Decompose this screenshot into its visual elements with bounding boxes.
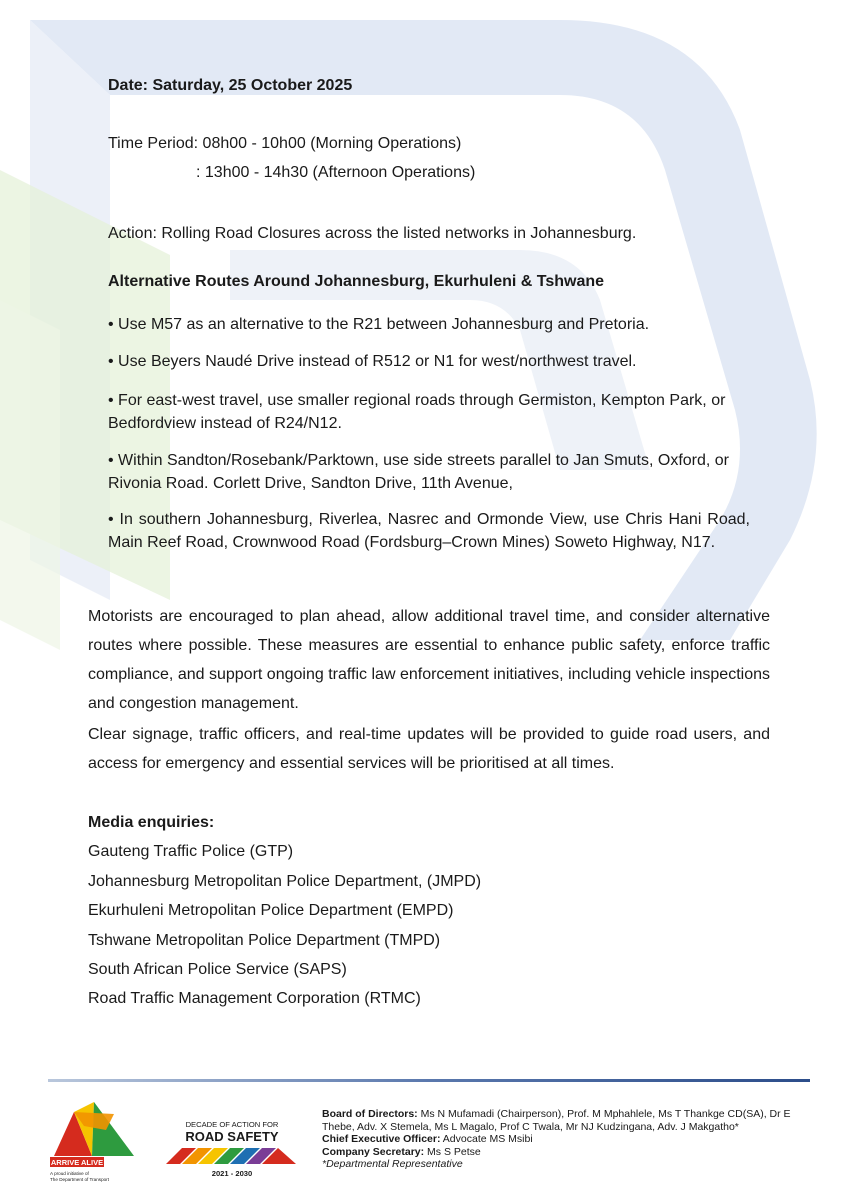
route-item: • Use Beyers Naudé Drive instead of R512 or N1 for west/northwest travel.	[108, 353, 637, 370]
decade-line-2: ROAD SAFETY	[185, 1129, 279, 1144]
action-line: Action: Rolling Road Closures across the listed networks in Johannesburg.	[108, 225, 637, 242]
departmental-note: *Departmental Representative	[322, 1158, 463, 1170]
media-contact: Ekurhuleni Metropolitan Police Department (EMPD)	[88, 902, 454, 919]
time-period-afternoon: : 13h00 - 14h30 (Afternoon Operations)	[196, 164, 476, 181]
ceo-label: Chief Executive Officer:	[322, 1133, 441, 1145]
media-contact: South African Police Service (SAPS)	[88, 961, 347, 978]
secretary-name: Ms S Petse	[427, 1145, 481, 1158]
route-item: • In southern Johannesburg, Riverlea, Nasrec and Ormonde View, use Chris Hani Road, Main Reef Road, Crownwood Road (Fordsburg–Crown Mines) Soweto Highway, N17.	[108, 511, 750, 551]
arrive-alive-tagline-2: The Department of Transport	[50, 1177, 109, 1182]
media-contact: Gauteng Traffic Police (GTP)	[88, 843, 294, 860]
arrive-alive-tagline-1: A proud initiative of	[50, 1171, 89, 1176]
alternative-routes-heading: Alternative Routes Around Johannesburg, Ekurhuleni & Tshwane	[108, 273, 605, 290]
route-item: • For east-west travel, use smaller regional roads through Germiston, Kempton Park, or Bedfordview instead of R24/N12.	[108, 392, 726, 432]
footer-details	[322, 1108, 822, 1171]
decade-of-action-logo	[162, 1118, 302, 1180]
date-line: Date: Saturday, 25 October 2025	[108, 77, 353, 94]
motorists-paragraph: Motorists are encouraged to plan ahead, allow additional travel time, and consider alternative routes where possible. These measures are essential to enhance public safety, enforce traffic compliance, and support ongoing traffic law enforcement initiatives, including vehicle inspections and congestion management.	[88, 608, 770, 712]
ceo-name: Advocate MS Msibi	[442, 1133, 533, 1145]
board-members: Ms N Mufamadi (Chairperson), Prof. M Mphahlele, Ms T Thankge CD(SA), Dr E Thebe, Adv. X Stemela, Ms L Magalo, Prof C Twala, Mr NJ Kudzingana, Adv. J Makgatho*	[322, 1108, 791, 1133]
time-period-morning: Time Period: 08h00 - 10h00 (Morning Operations)	[108, 135, 462, 152]
footer-divider	[48, 1079, 810, 1082]
board-label: Board of Directors:	[322, 1108, 418, 1120]
media-contact: Johannesburg Metropolitan Police Department, (JMPD)	[88, 873, 482, 890]
arrive-alive-logo	[44, 1102, 144, 1186]
decade-years: 2021 - 2030	[211, 1169, 253, 1178]
media-enquiries-heading: Media enquiries:	[88, 814, 215, 831]
media-contact: Road Traffic Management Corporation (RTMC)	[88, 990, 421, 1007]
media-contact: Tshwane Metropolitan Police Department (TMPD)	[88, 932, 441, 949]
route-item: • Within Sandton/Rosebank/Parktown, use side streets parallel to Jan Smuts, Oxford, or Rivonia Road. Corlett Drive, Sandton Drive, 11th Avenue,	[108, 452, 730, 492]
signage-paragraph: Clear signage, traffic officers, and real-time updates will be provided to guide road users, and access for emergency and essential services will be prioritised at all times.	[88, 726, 770, 772]
arrive-alive-name: ARRIVE ALIVE	[50, 1158, 104, 1167]
secretary-label: Company Secretary:	[322, 1145, 425, 1158]
route-item: • Use M57 as an alternative to the R21 between Johannesburg and Pretoria.	[108, 316, 650, 333]
decade-line-1: DECADE OF ACTION FOR	[185, 1120, 279, 1129]
